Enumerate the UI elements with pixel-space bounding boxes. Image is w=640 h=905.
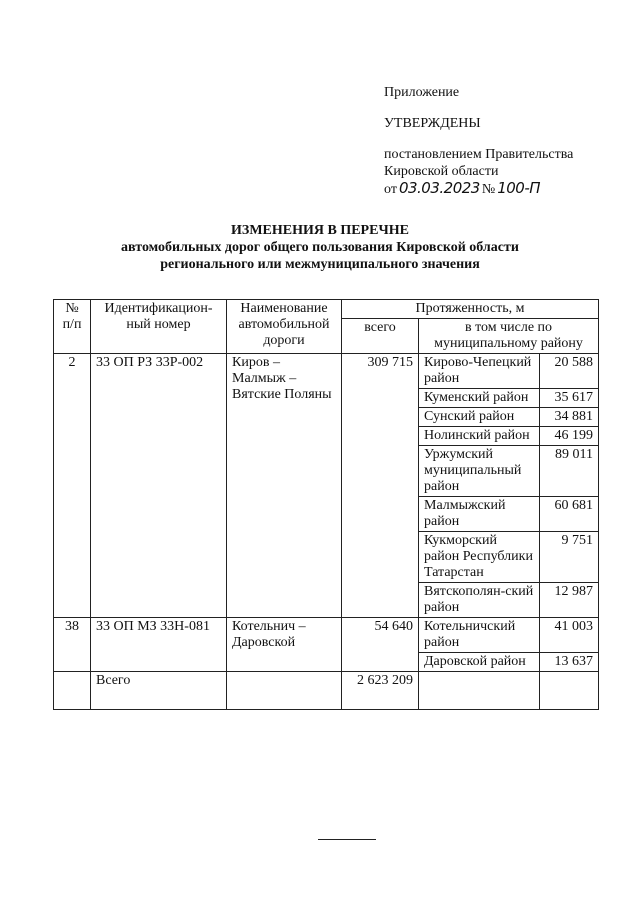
district-name: Малмыжский район — [419, 497, 540, 532]
district-name: Кукморский район Республики Татарстан — [419, 532, 540, 583]
district-length: 12 987 — [540, 583, 599, 618]
table-row — [54, 618, 599, 653]
road-id: 33 ОП РЗ 33Р-002 — [91, 354, 227, 618]
district-length: 9 751 — [540, 532, 599, 583]
header-total: всего — [342, 319, 419, 354]
total-row — [54, 672, 599, 710]
road-total: 309 715 — [342, 354, 419, 618]
header-num: № п/п — [54, 300, 91, 354]
district-length: 35 617 — [540, 389, 599, 408]
total-label: Всего — [91, 672, 227, 710]
decree-date-number — [384, 180, 624, 198]
district-name: Даровской район — [419, 653, 540, 672]
title-line-1: ИЗМЕНЕНИЯ В ПЕРЕЧНЕ — [231, 223, 409, 238]
district-length: 34 881 — [540, 408, 599, 427]
district-name: Котельничский район — [419, 618, 540, 653]
district-length: 41 003 — [540, 618, 599, 653]
road-name: Киров – Малмыж – Вятские Поляны — [227, 354, 342, 618]
decree-line-1: постановлением Правительства — [384, 147, 574, 162]
appendix-label: Приложение — [384, 85, 460, 100]
header-length: Протяженность, м — [342, 300, 599, 319]
district-length: 13 637 — [540, 653, 599, 672]
road-name: Котельнич – Даровской — [227, 618, 342, 672]
district-length: 20 588 — [540, 354, 599, 389]
table-row — [54, 354, 599, 389]
header-id: Идентификацион-ный номер — [91, 300, 227, 354]
road-total: 54 640 — [342, 618, 419, 672]
decree-line-2: Кировской области — [384, 164, 499, 179]
approved-label: УТВЕРЖДЕНЫ — [384, 116, 481, 131]
district-name: Кирово-Чепецкий район — [419, 354, 540, 389]
approval-block — [384, 84, 624, 198]
district-length: 89 011 — [540, 446, 599, 497]
table-body — [54, 354, 599, 710]
document-title — [40, 222, 600, 273]
district-name: Сунский район — [419, 408, 540, 427]
title-line-3: регионального или межмуниципального значения — [160, 257, 480, 272]
header-name: Наименование автомобильной дороги — [227, 300, 342, 354]
district-name: Уржумский муниципальный район — [419, 446, 540, 497]
total-empty-cell — [227, 672, 342, 710]
end-rule — [318, 839, 376, 840]
handwritten-number: 100-П — [497, 179, 541, 197]
from-prefix: от — [384, 182, 397, 197]
district-name: Куменский район — [419, 389, 540, 408]
total-empty-cell — [54, 672, 91, 710]
total-empty-cell — [540, 672, 599, 710]
district-length: 46 199 — [540, 427, 599, 446]
roads-table — [53, 299, 599, 710]
road-id: 33 ОП МЗ 33Н-081 — [91, 618, 227, 672]
title-line-2: автомобильных дорог общего пользования Кировской области — [121, 240, 519, 255]
total-value: 2 623 209 — [342, 672, 419, 710]
total-empty-cell — [419, 672, 540, 710]
handwritten-date: 03.03.2023 — [398, 179, 480, 197]
district-length: 60 681 — [540, 497, 599, 532]
road-num: 2 — [54, 354, 91, 618]
header-by-district: в том числе по муниципальному району — [419, 319, 599, 354]
district-name: Нолинский район — [419, 427, 540, 446]
number-prefix: № — [481, 182, 496, 197]
district-name: Вятскополян-ский район — [419, 583, 540, 618]
road-num: 38 — [54, 618, 91, 672]
